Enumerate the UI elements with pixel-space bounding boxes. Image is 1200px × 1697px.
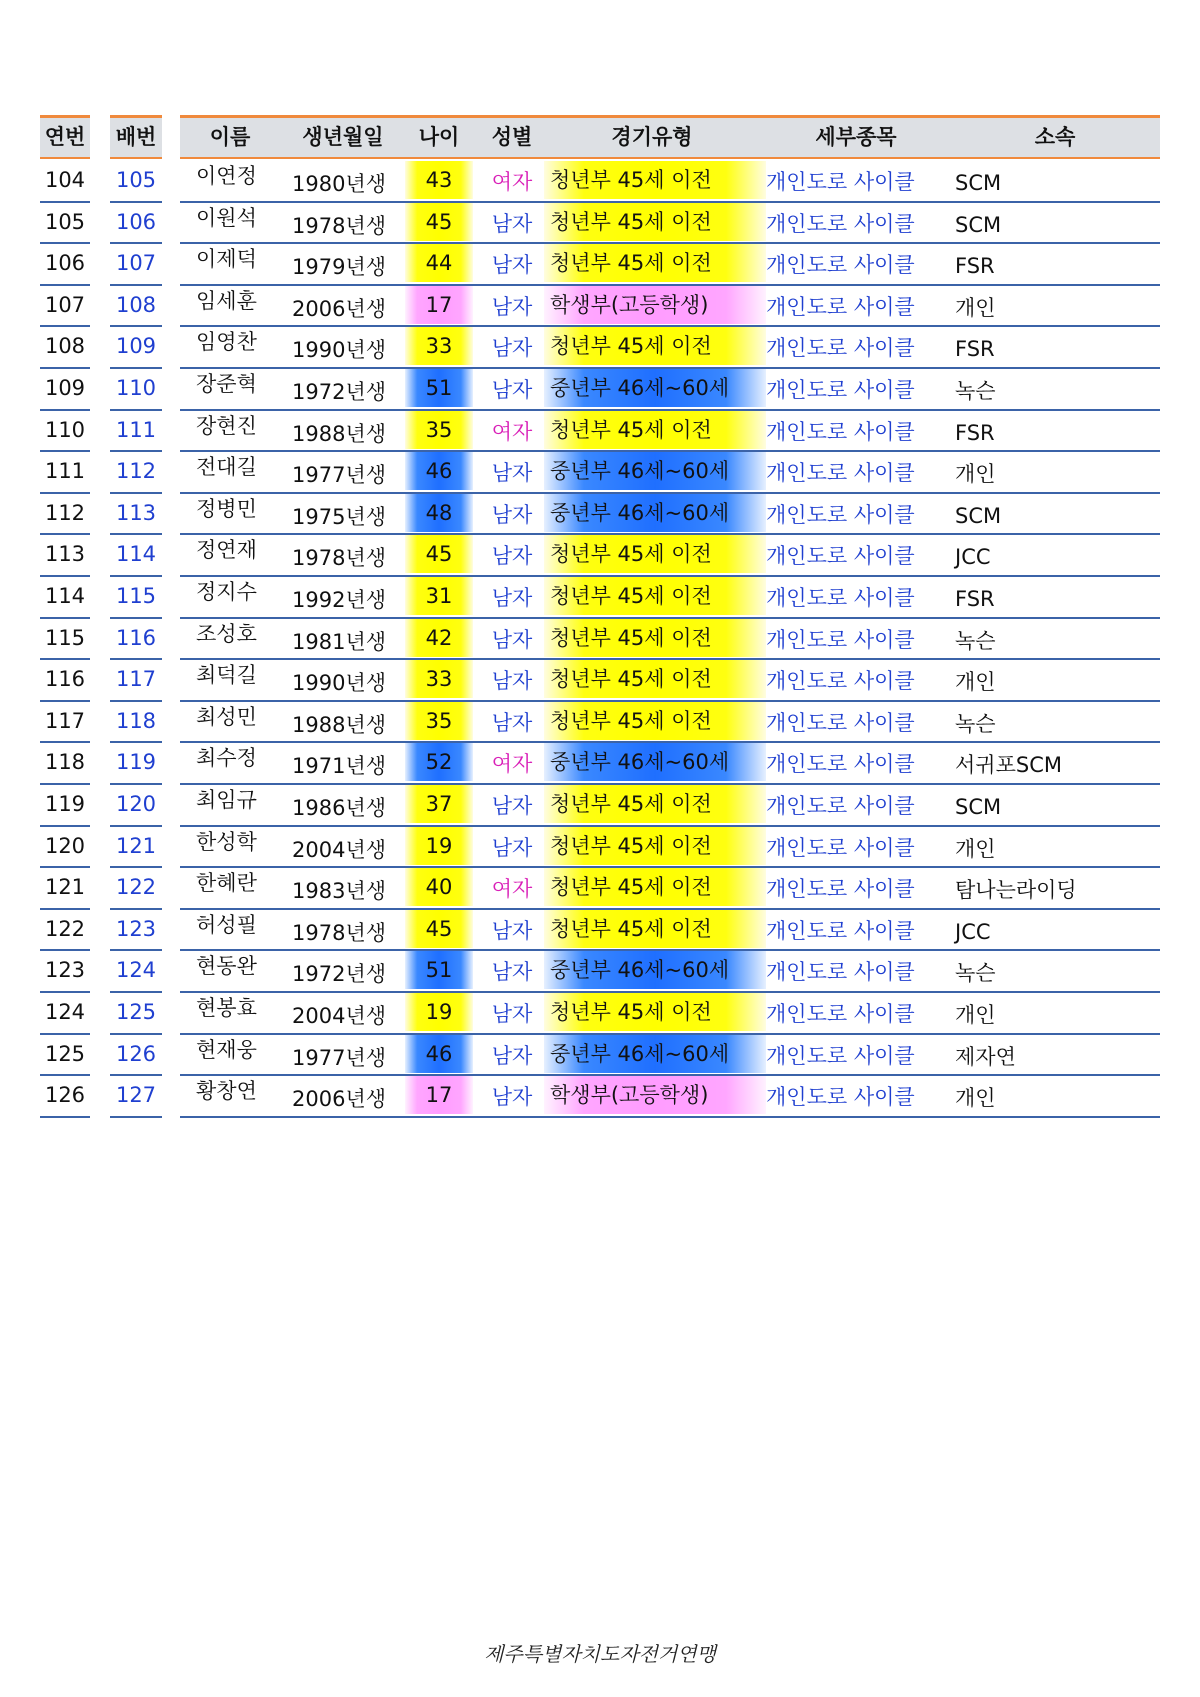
name-cell: 임세훈	[196, 288, 257, 313]
header-club: 소속	[1034, 125, 1076, 149]
name-cell: 이연정	[196, 164, 257, 188]
gender-cell: 남자	[491, 1085, 533, 1110]
table-row	[0, 369, 1200, 411]
birth-cell: 1980년생	[292, 172, 387, 196]
bib-cell: 118	[115, 708, 157, 733]
club-cell: SCM	[955, 795, 1002, 819]
seq-cell: 109	[44, 376, 86, 400]
type-cell: 청년부 45세 이전	[544, 993, 766, 1031]
seq-cell: 115	[44, 625, 86, 650]
type-cell: 청년부 45세 이전	[544, 327, 766, 365]
name-cell: 한혜란	[196, 871, 257, 896]
name-cell: 최성민	[196, 704, 257, 729]
bib-cell: 114	[115, 542, 157, 567]
bib-cell: 108	[115, 292, 157, 317]
type-cell: 학생부(고등학생)	[544, 286, 766, 324]
name-cell: 정연재	[196, 538, 257, 563]
age-cell: 48	[405, 494, 473, 532]
seq-cell: 124	[44, 1000, 86, 1024]
bib-cell: 124	[115, 958, 157, 983]
gender-cell: 남자	[491, 461, 533, 486]
bib-cell: 117	[115, 667, 157, 692]
name-cell: 정병민	[196, 496, 257, 521]
club-cell: JCC	[955, 545, 991, 570]
age-cell: 44	[405, 244, 473, 282]
birth-cell: 2004년생	[292, 1004, 387, 1028]
type-cell: 청년부 45세 이전	[544, 535, 766, 573]
club-cell: 녹슨	[955, 628, 996, 653]
age-cell: 33	[405, 660, 473, 698]
gender-cell: 여자	[491, 877, 533, 902]
gender-cell: 남자	[491, 960, 533, 985]
type-cell: 청년부 45세 이전	[544, 577, 766, 615]
bib-cell: 125	[115, 1000, 157, 1024]
name-cell: 최임규	[196, 788, 257, 812]
age-cell: 46	[405, 452, 473, 490]
gender-cell: 남자	[491, 336, 533, 361]
seq-cell: 113	[44, 542, 86, 567]
name-cell: 이제덕	[196, 247, 257, 272]
name-cell: 조성호	[196, 621, 257, 646]
club-cell: 녹슨	[955, 711, 996, 736]
type-cell: 학생부(고등학생)	[544, 1076, 766, 1114]
event-cell: 개인도로 사이클	[766, 461, 915, 486]
type-cell: 중년부 46세~60세	[544, 369, 766, 407]
seq-cell: 118	[44, 750, 86, 775]
birth-cell: 1978년생	[292, 213, 387, 238]
header-seq: 연번	[44, 125, 86, 149]
name-cell: 장현진	[196, 413, 257, 438]
birth-cell: 1992년생	[292, 588, 387, 612]
table-row	[0, 660, 1200, 702]
age-cell: 52	[405, 743, 473, 781]
bib-cell: 105	[115, 168, 157, 192]
gender-cell: 여자	[491, 752, 533, 777]
birth-cell: 2004년생	[292, 837, 387, 862]
table-row	[0, 619, 1200, 661]
footer-org-name: 제주특별자치도자전거연맹	[484, 1642, 716, 1666]
club-cell: 서귀포SCM	[955, 753, 1062, 778]
age-cell: 46	[405, 1035, 473, 1073]
club-cell: FSR	[955, 587, 995, 611]
birth-cell: 1972년생	[292, 962, 387, 987]
bib-cell: 120	[115, 792, 157, 816]
gender-cell: 여자	[491, 170, 533, 194]
table-row	[0, 743, 1200, 785]
birth-cell: 1986년생	[292, 796, 387, 820]
event-cell: 개인도로 사이클	[766, 794, 915, 818]
type-cell: 청년부 45세 이전	[544, 910, 766, 948]
seq-cell: 120	[44, 833, 86, 858]
event-cell: 개인도로 사이클	[766, 294, 915, 319]
type-cell: 청년부 45세 이전	[544, 868, 766, 906]
birth-cell: 1988년생	[292, 421, 387, 446]
bib-cell: 123	[115, 916, 157, 941]
gender-cell: 남자	[491, 627, 533, 652]
type-cell: 청년부 45세 이전	[544, 244, 766, 282]
bib-cell: 113	[115, 500, 157, 525]
age-cell: 43	[405, 161, 473, 199]
gender-cell: 남자	[491, 378, 533, 402]
gender-cell: 남자	[491, 835, 533, 860]
event-cell: 개인도로 사이클	[766, 877, 915, 902]
age-cell: 37	[405, 785, 473, 823]
event-cell: 개인도로 사이클	[766, 710, 915, 735]
table-row	[0, 327, 1200, 369]
birth-cell: 1978년생	[292, 920, 387, 945]
bib-cell: 109	[115, 334, 157, 359]
name-cell: 현동완	[196, 954, 257, 979]
bib-cell: 115	[115, 584, 157, 608]
bib-cell: 107	[115, 251, 157, 276]
gender-cell: 남자	[491, 294, 533, 319]
seq-cell: 119	[44, 792, 86, 816]
header-event: 세부종목	[815, 125, 897, 149]
age-cell: 42	[405, 619, 473, 657]
club-cell: 개인	[955, 1086, 996, 1111]
table-row	[0, 161, 1200, 203]
club-cell: 탐나는라이딩	[955, 878, 1077, 903]
row-line-bib	[110, 1116, 162, 1118]
bib-cell: 119	[115, 750, 157, 775]
name-cell: 현봉효	[196, 996, 257, 1020]
age-cell: 31	[405, 577, 473, 615]
bib-cell: 122	[115, 875, 157, 900]
header-bib: 배번	[115, 125, 157, 149]
birth-cell: 1981년생	[292, 629, 387, 654]
birth-cell: 1988년생	[292, 712, 387, 737]
age-cell: 51	[405, 369, 473, 407]
table-row	[0, 1035, 1200, 1077]
seq-cell: 126	[44, 1083, 86, 1108]
header-age: 나이	[418, 125, 460, 149]
table-row	[0, 577, 1200, 619]
gender-cell: 남자	[491, 794, 533, 818]
event-cell: 개인도로 사이클	[766, 627, 915, 652]
gender-cell: 남자	[491, 1002, 533, 1026]
birth-cell: 2006년생	[292, 296, 387, 321]
table-row	[0, 244, 1200, 286]
event-cell: 개인도로 사이클	[766, 336, 915, 361]
club-cell: 개인	[955, 462, 996, 487]
seq-cell: 116	[44, 667, 86, 692]
club-cell: SCM	[955, 212, 1002, 237]
table-row	[0, 1076, 1200, 1118]
name-cell: 임영찬	[196, 330, 257, 355]
name-cell: 현재웅	[196, 1037, 257, 1062]
gender-cell: 남자	[491, 544, 533, 569]
club-cell: 개인	[955, 1003, 996, 1027]
seq-cell: 122	[44, 916, 86, 941]
event-cell: 개인도로 사이클	[766, 960, 915, 985]
table-row	[0, 993, 1200, 1035]
table-row	[0, 785, 1200, 827]
header-divider-seq	[40, 157, 90, 159]
age-cell: 45	[405, 910, 473, 948]
event-cell: 개인도로 사이클	[766, 419, 915, 444]
name-cell: 장준혁	[196, 372, 257, 396]
seq-cell: 107	[44, 292, 86, 317]
club-cell: 제자연	[955, 1044, 1016, 1069]
event-cell: 개인도로 사이클	[766, 502, 915, 527]
table-row	[0, 494, 1200, 536]
age-cell: 19	[405, 827, 473, 865]
seq-cell: 123	[44, 958, 86, 983]
seq-cell: 114	[44, 584, 86, 608]
age-cell: 40	[405, 868, 473, 906]
name-cell: 한성학	[196, 829, 257, 854]
event-cell: 개인도로 사이클	[766, 378, 915, 402]
gender-cell: 남자	[491, 502, 533, 527]
type-cell: 중년부 46세~60세	[544, 951, 766, 989]
name-cell: 허성필	[196, 912, 257, 937]
type-cell: 중년부 46세~60세	[544, 743, 766, 781]
event-cell: 개인도로 사이클	[766, 752, 915, 777]
event-cell: 개인도로 사이클	[766, 544, 915, 569]
club-cell: 녹슨	[955, 961, 996, 986]
bib-cell: 106	[115, 209, 157, 234]
type-cell: 청년부 45세 이전	[544, 411, 766, 449]
table-row	[0, 452, 1200, 494]
row-line-seq	[40, 1116, 90, 1118]
table-row	[0, 910, 1200, 952]
age-cell: 35	[405, 702, 473, 740]
club-cell: FSR	[955, 337, 995, 362]
gender-cell: 남자	[491, 918, 533, 943]
club-cell: FSR	[955, 420, 995, 445]
gender-cell: 남자	[491, 1043, 533, 1068]
birth-cell: 2006년생	[292, 1087, 387, 1112]
club-cell: FSR	[955, 254, 995, 279]
event-cell: 개인도로 사이클	[766, 669, 915, 694]
birth-cell: 1990년생	[292, 338, 387, 363]
table-row	[0, 868, 1200, 910]
type-cell: 중년부 46세~60세	[544, 494, 766, 532]
seq-cell: 111	[44, 459, 86, 484]
seq-cell: 108	[44, 334, 86, 359]
type-cell: 청년부 45세 이전	[544, 203, 766, 241]
seq-cell: 104	[44, 168, 86, 192]
table-row	[0, 951, 1200, 993]
gender-cell: 남자	[491, 710, 533, 735]
age-cell: 35	[405, 411, 473, 449]
event-cell: 개인도로 사이클	[766, 1043, 915, 1068]
club-cell: 개인	[955, 836, 996, 861]
birth-cell: 1977년생	[292, 1045, 387, 1070]
gender-cell: 남자	[491, 586, 533, 610]
birth-cell: 1971년생	[292, 754, 387, 779]
header-divider-bib	[110, 157, 162, 159]
gender-cell: 남자	[491, 669, 533, 694]
bib-cell: 112	[115, 459, 157, 484]
club-cell: SCM	[955, 503, 1002, 528]
event-cell: 개인도로 사이클	[766, 253, 915, 278]
birth-cell: 1975년생	[292, 504, 387, 529]
bib-cell: 127	[115, 1083, 157, 1108]
gender-cell: 여자	[491, 419, 533, 444]
table-row	[0, 411, 1200, 453]
club-cell: SCM	[955, 171, 1002, 195]
name-cell: 정지수	[196, 580, 257, 604]
event-cell: 개인도로 사이클	[766, 1085, 915, 1110]
name-cell: 황창연	[196, 1079, 257, 1104]
type-cell: 청년부 45세 이전	[544, 827, 766, 865]
bib-cell: 126	[115, 1041, 157, 1066]
age-cell: 45	[405, 535, 473, 573]
row-line-main	[180, 1116, 1160, 1118]
birth-cell: 1977년생	[292, 463, 387, 488]
birth-cell: 1990년생	[292, 671, 387, 696]
seq-cell: 117	[44, 708, 86, 733]
table-row	[0, 203, 1200, 245]
header-name: 이름	[209, 125, 251, 149]
birth-cell: 1983년생	[292, 879, 387, 904]
seq-cell: 110	[44, 417, 86, 442]
seq-cell: 106	[44, 251, 86, 276]
seq-cell: 112	[44, 500, 86, 525]
age-cell: 45	[405, 203, 473, 241]
type-cell: 청년부 45세 이전	[544, 785, 766, 823]
name-cell: 최수정	[196, 746, 257, 771]
age-cell: 17	[405, 1076, 473, 1114]
bib-cell: 121	[115, 833, 157, 858]
birth-cell: 1978년생	[292, 546, 387, 571]
type-cell: 청년부 45세 이전	[544, 619, 766, 657]
age-cell: 19	[405, 993, 473, 1031]
table-row	[0, 827, 1200, 869]
name-cell: 최덕길	[196, 663, 257, 688]
age-cell: 33	[405, 327, 473, 365]
event-cell: 개인도로 사이클	[766, 170, 915, 194]
type-cell: 중년부 46세~60세	[544, 452, 766, 490]
club-cell: 녹슨	[955, 379, 996, 403]
type-cell: 청년부 45세 이전	[544, 161, 766, 199]
header-divider-main	[180, 157, 1160, 159]
bib-cell: 110	[115, 376, 157, 400]
birth-cell: 1979년생	[292, 255, 387, 280]
gender-cell: 남자	[491, 211, 533, 236]
table-row	[0, 535, 1200, 577]
header-gender: 성별	[491, 125, 533, 149]
event-cell: 개인도로 사이클	[766, 1002, 915, 1026]
header-type: 경기유형	[611, 125, 693, 149]
type-cell: 청년부 45세 이전	[544, 660, 766, 698]
table-row	[0, 286, 1200, 328]
event-cell: 개인도로 사이클	[766, 918, 915, 943]
club-cell: JCC	[955, 919, 991, 944]
birth-cell: 1972년생	[292, 380, 387, 404]
bib-cell: 111	[115, 417, 157, 442]
age-cell: 17	[405, 286, 473, 324]
event-cell: 개인도로 사이클	[766, 835, 915, 860]
name-cell: 전대길	[196, 455, 257, 480]
club-cell: 개인	[955, 295, 996, 320]
header-birth: 생년월일	[302, 125, 384, 149]
club-cell: 개인	[955, 670, 996, 695]
table-row	[0, 702, 1200, 744]
event-cell: 개인도로 사이클	[766, 211, 915, 236]
seq-cell: 105	[44, 209, 86, 234]
bib-cell: 116	[115, 625, 157, 650]
type-cell: 청년부 45세 이전	[544, 702, 766, 740]
gender-cell: 남자	[491, 253, 533, 278]
seq-cell: 121	[44, 875, 86, 900]
seq-cell: 125	[44, 1041, 86, 1066]
type-cell: 중년부 46세~60세	[544, 1035, 766, 1073]
event-cell: 개인도로 사이클	[766, 586, 915, 610]
name-cell: 이원석	[196, 205, 257, 230]
age-cell: 51	[405, 951, 473, 989]
